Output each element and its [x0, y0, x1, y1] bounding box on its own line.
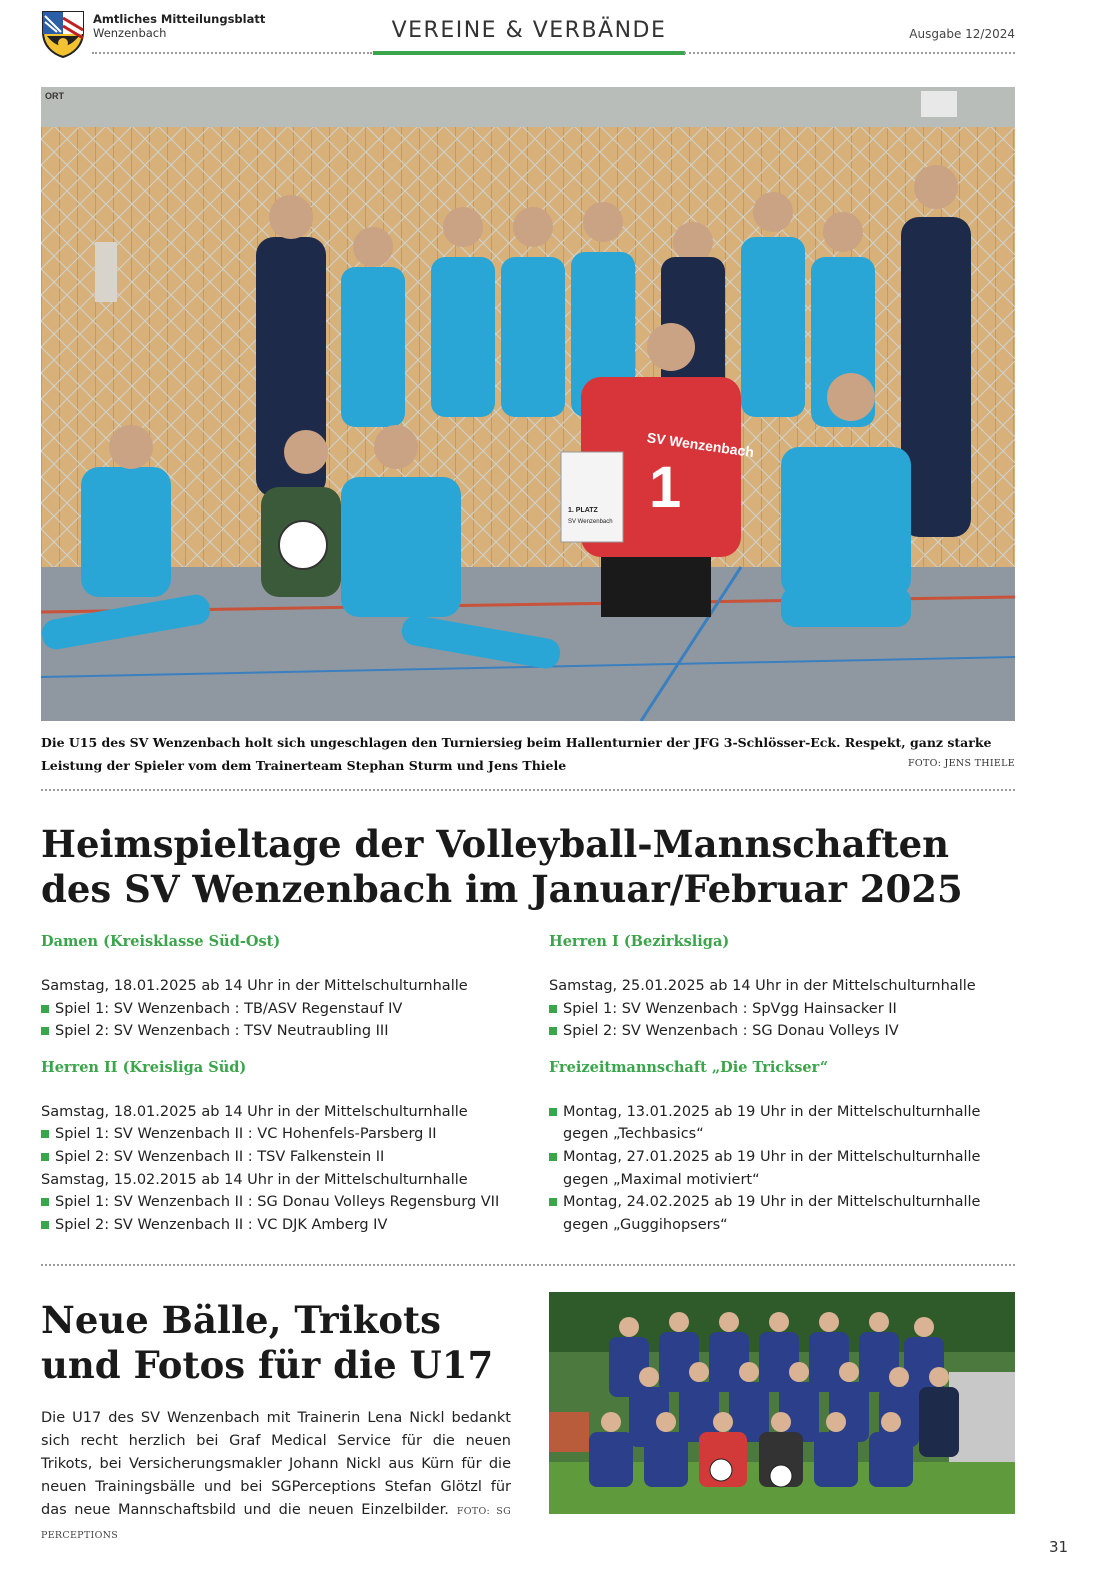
photo-credit: FOTO: JENS THIELE — [908, 758, 1015, 769]
u17-team-photo — [549, 1292, 1015, 1514]
herren2-game-4: Spiel 2: SV Wenzenbach II : VC DJK Amberg IV — [41, 1214, 511, 1237]
photo-caption: Die U15 des SV Wenzenbach holt sich ungeschlagen den Turniersieg beim Hallenturnier der JFG 3-Schlösser-Eck. Respekt, ganz starke Leistung der Spieler vom dem Trainerteam Stephan Sturm und Jens Thiele — [41, 735, 992, 773]
freizeit-item-3: Montag, 24.02.2025 ab 19 Uhr in der Mittelschulturnhalle gegen „Guggihopsers“ — [549, 1191, 1019, 1236]
herren1-game-2: Spiel 2: SV Wenzenbach : SG Donau Volleys IV — [549, 1020, 1019, 1043]
damen-heading: Damen (Kreisklasse Süd-Ost) — [41, 933, 281, 950]
section-underline — [373, 51, 685, 55]
u17-team-photo-illustration — [549, 1292, 1015, 1514]
coat-of-arms-logo — [41, 10, 85, 58]
u17-photo-credit: FOTO: SG PERCEPTIONS — [41, 1506, 511, 1541]
article-divider-2 — [41, 1264, 1015, 1266]
article-divider — [41, 789, 1015, 791]
keeper-shirt-text: SV Wenzenbach — [645, 429, 755, 461]
damen-game-2: Spiel 2: SV Wenzenbach : TSV Neutraubling III — [41, 1020, 511, 1043]
herren2-game-1: Spiel 1: SV Wenzenbach II : VC Hohenfels-Parsberg II — [41, 1123, 511, 1146]
u15-team-photo — [41, 87, 1015, 721]
column-left — [41, 931, 511, 1236]
page-header — [41, 10, 1015, 56]
header-divider-right — [684, 52, 1015, 54]
u17-article-title: Neue Bälle, Trikots und Fotos für die U17 — [41, 1298, 494, 1387]
u17-article-text: Die U17 des SV Wenzenbach mit Trainerin Lena Nickl bedankt sich recht herzlich bei Graf Medical Service für die neuen Trikots, bei Versicherungsmakler Johann Nickl aus Kürn für die neuen Trainingsbälle und bei SGPerceptions Stefan Glötzl für das neue Mannschaftsbild und die neuen Einzelbilder. — [41, 1410, 511, 1518]
publication-place: Wenzenbach — [93, 26, 167, 40]
column-right — [549, 931, 1019, 1236]
herren2-heading: Herren II (Kreisliga Süd) — [41, 1058, 247, 1076]
herren2-date-1: Samstag, 18.01.2025 ab 14 Uhr in der Mittelschulturnhalle — [41, 1103, 468, 1120]
certificate — [561, 452, 623, 542]
certificate-line-2: SV Wenzenbach — [568, 519, 613, 525]
freizeit-item-2: Montag, 27.01.2025 ab 19 Uhr in der Mittelschulturnhalle gegen „Maximal motiviert“ — [549, 1146, 1019, 1191]
u15-team-photo-illustration — [41, 87, 1015, 721]
publication-name — [93, 12, 265, 40]
herren2-game-3: Spiel 1: SV Wenzenbach II : SG Donau Volleys Regensburg VII — [41, 1191, 511, 1214]
freizeit-heading: Freizeitmannschaft „Die Trickser“ — [549, 1058, 829, 1076]
herren1-heading: Herren I (Bezirksliga) — [549, 933, 730, 950]
damen-date: Samstag, 18.01.2025 ab 14 Uhr in der Mittelschulturnhalle — [41, 978, 468, 994]
u17-article-body — [41, 1407, 511, 1547]
freizeit-item-1: Montag, 13.01.2025 ab 19 Uhr in der Mittelschulturnhalle gegen „Techbasics“ — [549, 1101, 1019, 1146]
wall-sign: ORT — [45, 91, 64, 101]
herren2-game-2: Spiel 2: SV Wenzenbach II : TSV Falkenstein II — [41, 1146, 511, 1169]
issue-label: Ausgabe 12/2024 — [909, 27, 1015, 41]
publication-title: Amtliches Mitteilungsblatt — [93, 12, 266, 26]
certificate-line-1: 1. PLATZ — [568, 507, 598, 514]
herren1-game-1: Spiel 1: SV Wenzenbach : SpVgg Hainsacker II — [549, 998, 1019, 1021]
damen-game-1: Spiel 1: SV Wenzenbach : TB/ASV Regenstauf IV — [41, 998, 511, 1021]
herren1-date: Samstag, 25.01.2025 ab 14 Uhr in der Mittelschulturnhalle — [549, 978, 976, 994]
volleyball-article-title: Heimspieltage der Volleyball-Mannschaften des SV Wenzenbach im Januar/Februar 2025 — [41, 822, 963, 911]
herren2-date-2: Samstag, 15.02.2015 ab 14 Uhr in der Mittelschulturnhalle — [41, 1171, 468, 1188]
page-number: 31 — [1049, 1538, 1069, 1556]
section-title: VEREINE & VERBÄNDE — [391, 18, 667, 43]
keeper-number: 1 — [649, 455, 682, 520]
header-divider-left — [92, 52, 372, 54]
